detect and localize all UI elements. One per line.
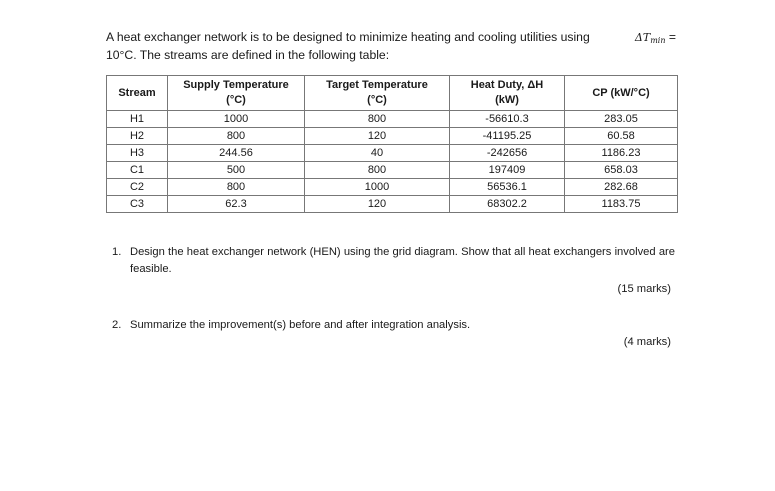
question-2 bbox=[112, 317, 471, 334]
table-cell: H2 bbox=[107, 128, 168, 145]
intro-line-2: 10°C. The streams are defined in the following table: bbox=[106, 48, 390, 62]
table-cell: H1 bbox=[107, 111, 168, 128]
question-number: 2. bbox=[112, 319, 122, 331]
question-number: 1. bbox=[112, 246, 122, 258]
table-row bbox=[107, 179, 678, 196]
column-header bbox=[450, 76, 565, 111]
header-line: Supply Temperature bbox=[183, 79, 289, 91]
table-cell: 60.58 bbox=[565, 128, 678, 145]
table-cell: 658.03 bbox=[565, 162, 678, 179]
table-cell: 282.68 bbox=[565, 179, 678, 196]
table-cell: 800 bbox=[305, 111, 450, 128]
question-1 bbox=[112, 244, 675, 278]
table-cell: 283.05 bbox=[565, 111, 678, 128]
header-unit: (kW) bbox=[495, 94, 519, 106]
question-1-marks: (15 marks) bbox=[617, 283, 671, 295]
table-cell: 500 bbox=[168, 162, 305, 179]
header-line: Heat Duty, ΔH bbox=[470, 79, 544, 91]
question-text: Summarize the improvement(s) before and after integration analysis. bbox=[130, 319, 471, 331]
table-cell: -41195.25 bbox=[450, 128, 565, 145]
table-cell: 197409 bbox=[450, 162, 565, 179]
table-cell: H3 bbox=[107, 145, 168, 162]
table-row bbox=[107, 196, 678, 213]
intro-line-1: A heat exchanger network is to be designed to minimize heating and cooling utilities using bbox=[106, 30, 590, 44]
table-row bbox=[107, 162, 678, 179]
table-cell: 1000 bbox=[305, 179, 450, 196]
header-line: Target Temperature bbox=[326, 79, 428, 91]
table-cell: 62.3 bbox=[168, 196, 305, 213]
table-cell: C3 bbox=[107, 196, 168, 213]
table-cell: C2 bbox=[107, 179, 168, 196]
column-header bbox=[168, 76, 305, 111]
table-row bbox=[107, 128, 678, 145]
table-cell: -56610.3 bbox=[450, 111, 565, 128]
table-cell: 800 bbox=[305, 162, 450, 179]
column-header bbox=[565, 76, 678, 111]
table-row bbox=[107, 111, 678, 128]
table-cell: 40 bbox=[305, 145, 450, 162]
header-line: CP (kW/°C) bbox=[592, 86, 650, 99]
table-cell: 800 bbox=[168, 179, 305, 196]
table-row bbox=[107, 145, 678, 162]
question-text: Design the heat exchanger network (HEN) using the grid diagram. Show that all heat exchangers involved are feasible. bbox=[130, 246, 675, 275]
table-cell: C1 bbox=[107, 162, 168, 179]
table-cell: 56536.1 bbox=[450, 179, 565, 196]
delta-t-min: ΔTmin = bbox=[634, 30, 676, 45]
column-header bbox=[305, 76, 450, 111]
table-cell: 68302.2 bbox=[450, 196, 565, 213]
header-line: Stream bbox=[118, 86, 156, 99]
header-unit: (°C) bbox=[226, 94, 246, 106]
table-cell: -242656 bbox=[450, 145, 565, 162]
header-unit: (°C) bbox=[367, 94, 387, 106]
table-cell: 244.56 bbox=[168, 145, 305, 162]
streams-table bbox=[106, 75, 678, 213]
problem-intro bbox=[106, 28, 676, 64]
table-cell: 120 bbox=[305, 128, 450, 145]
table-cell: 120 bbox=[305, 196, 450, 213]
table-cell: 800 bbox=[168, 128, 305, 145]
table-cell: 1183.75 bbox=[565, 196, 678, 213]
question-2-marks: (4 marks) bbox=[623, 336, 671, 348]
table-cell: 1000 bbox=[168, 111, 305, 128]
table-cell: 1186.23 bbox=[565, 145, 678, 162]
column-header bbox=[107, 76, 168, 111]
